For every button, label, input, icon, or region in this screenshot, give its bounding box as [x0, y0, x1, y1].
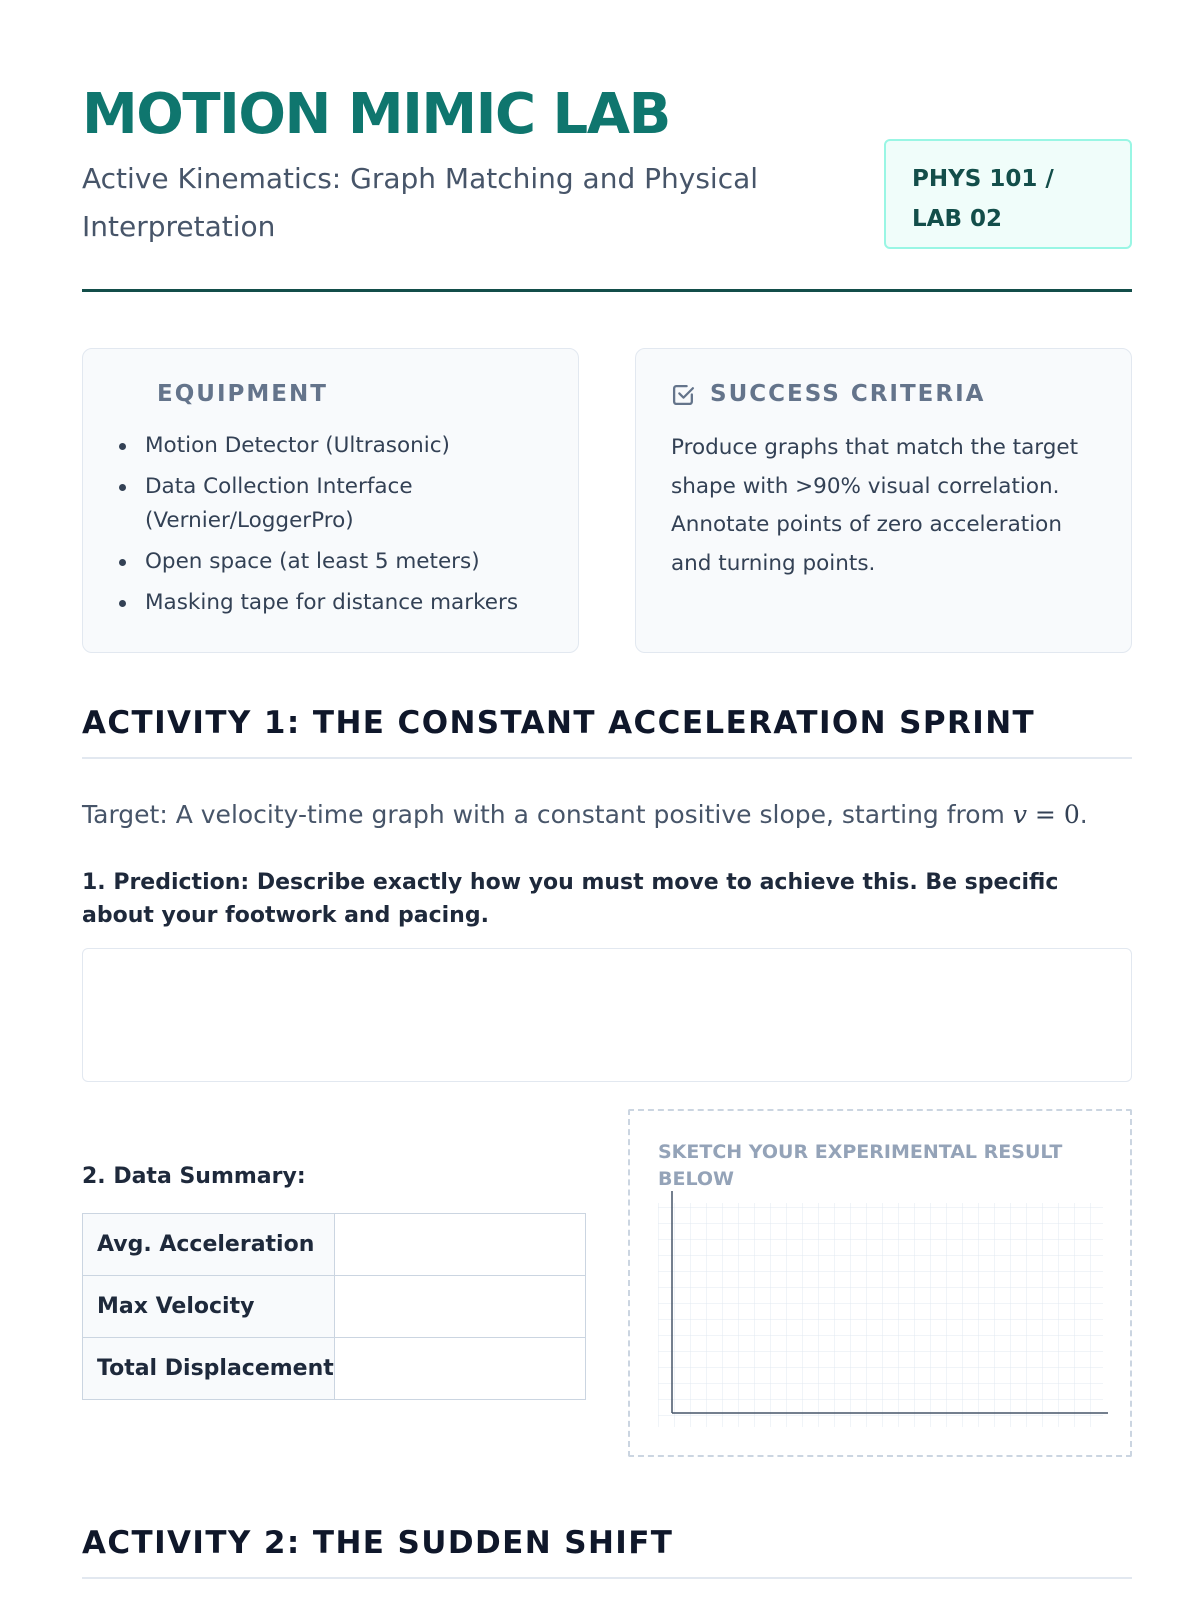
table-row-label: Total Displacement: [83, 1338, 335, 1400]
checkbox-icon: [671, 382, 696, 407]
course-badge: PHYS 101 / LAB 02: [884, 139, 1132, 249]
success-criteria-card: [635, 348, 1132, 653]
table-row: [83, 1276, 586, 1338]
sketch-grid: [658, 1191, 1108, 1431]
sketch-area[interactable]: [628, 1109, 1132, 1457]
data-summary-label: 2. Data Summary:: [82, 1164, 306, 1189]
header-divider: [82, 289, 1132, 292]
success-criteria-text: Produce graphs that match the target shape with >90% visual correlation. Annotate points of zero acceleration and turning points.: [671, 435, 1079, 576]
page-subtitle: Active Kinematics: Graph Matching and Physical Interpretation: [82, 162, 759, 243]
table-row: [83, 1338, 586, 1400]
success-criteria-heading: SUCCESS CRITERIA: [710, 381, 986, 407]
target-period: .: [1079, 800, 1088, 829]
worksheet-page: [82, 0, 1132, 1600]
sketch-label: SKETCH YOUR EXPERIMENTAL RESULT BELOW: [658, 1141, 1063, 1190]
target-math: [1013, 800, 1080, 829]
activity-1-target: [82, 795, 1132, 835]
equipment-list: [119, 429, 558, 627]
table-value-cell[interactable]: [335, 1214, 586, 1276]
equipment-card: [82, 348, 579, 653]
data-summary-table: [82, 1213, 586, 1400]
activity-1-title: ACTIVITY 1: THE CONSTANT ACCELERATION SPRINT: [82, 705, 1132, 759]
prediction-question: 1. Prediction: Describe exactly how you must move to achieve this. Be specific about your footwork and pacing.: [82, 870, 1059, 928]
prediction-answer-box[interactable]: [82, 948, 1132, 1082]
equipment-item: Masking tape for distance markers: [119, 586, 558, 620]
success-criteria-header: [671, 381, 985, 407]
table-value-cell[interactable]: [335, 1338, 586, 1400]
table-row-label: Max Velocity: [83, 1276, 335, 1338]
page-title: MOTION MIMIC LAB: [82, 82, 670, 147]
grid-background: [658, 1203, 1103, 1427]
math-equals-zero: = 0: [1026, 800, 1080, 829]
target-text: Target: A velocity-time graph with a constant positive slope, starting from: [82, 800, 1013, 829]
table-row: [83, 1214, 586, 1276]
activity-2-title: ACTIVITY 2: THE SUDDEN SHIFT: [82, 1525, 1132, 1579]
equipment-item: Data Collection Interface (Vernier/LoggerPro): [119, 470, 558, 538]
equipment-item: Motion Detector (Ultrasonic): [119, 429, 558, 463]
equipment-heading: EQUIPMENT: [157, 381, 328, 407]
table-row-label: Avg. Acceleration: [83, 1214, 335, 1276]
math-variable: v: [1012, 800, 1027, 829]
table-value-cell[interactable]: [335, 1276, 586, 1338]
equipment-item: Open space (at least 5 meters): [119, 545, 558, 579]
